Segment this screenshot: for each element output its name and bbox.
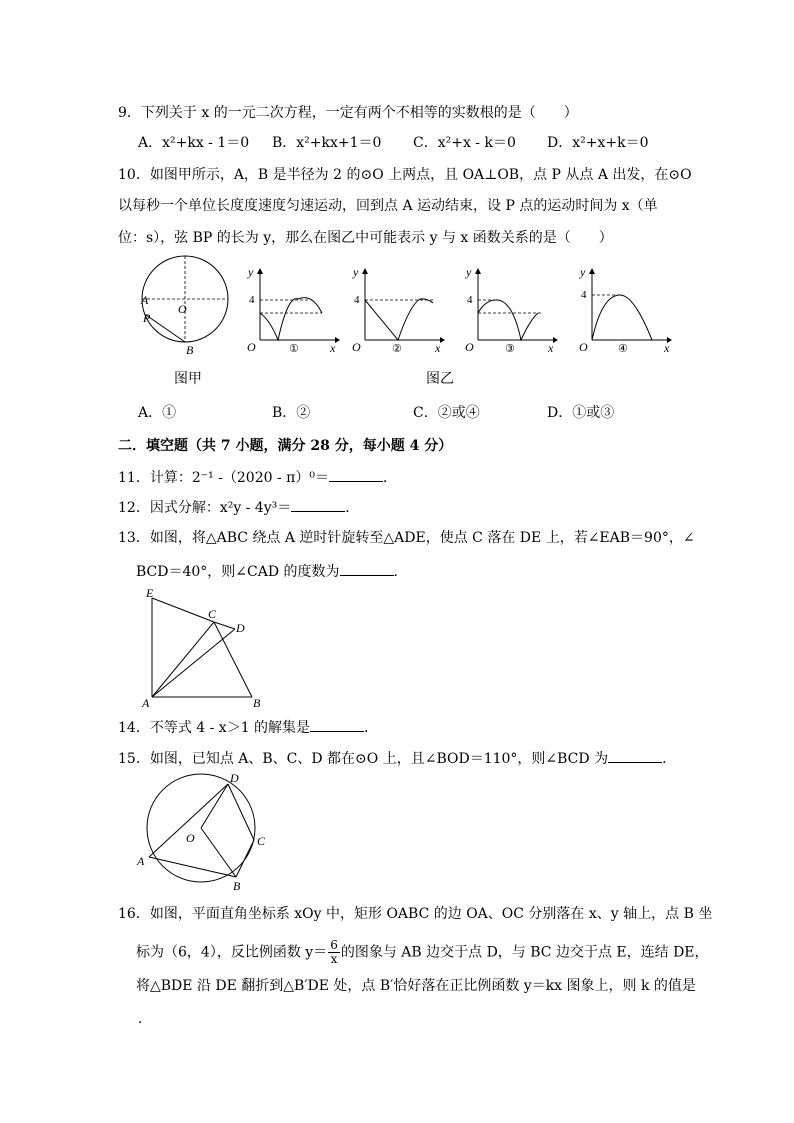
q10-option-c[interactable]: C．②或④	[413, 405, 480, 421]
q16-line2	[136, 939, 709, 966]
q13-label-c: C	[208, 607, 217, 621]
graph4-y: y	[580, 265, 586, 279]
q13-label-a: A	[142, 696, 150, 710]
graph3-y: y	[466, 265, 472, 279]
q9-option-a[interactable]: A．x²+kx - 1＝0	[138, 135, 250, 151]
graph4-x: x	[664, 341, 670, 355]
q10-line1: 10．如图甲所示，A，B 是半径为 2 的⊙O 上两点，且 OA⊥OB，点 P 从点 A 出发，在⊙O	[118, 167, 692, 183]
q15-blank[interactable]	[608, 749, 662, 763]
q13-label-d: D	[236, 621, 245, 635]
section2-title: 二．填空题（共 7 小题，满分 28 分，每小题 4 分）	[118, 438, 453, 454]
graph3-o: O	[465, 340, 474, 354]
q13-blank[interactable]	[340, 562, 394, 576]
graph4-number: ④	[618, 343, 628, 355]
graph2-y: y	[353, 265, 359, 279]
q13-label-e: E	[146, 586, 154, 600]
graph1-y: y	[248, 265, 254, 279]
q10-graph-1[interactable]	[240, 265, 340, 355]
graph4-o: O	[579, 340, 588, 354]
q13-end: ．	[393, 564, 408, 580]
q10-graph-2[interactable]	[345, 265, 445, 355]
q14-blank[interactable]	[310, 718, 364, 732]
q15-end: ．	[662, 751, 677, 767]
graph1-x: x	[330, 341, 336, 355]
q16-line3: 将△BDE 沿 DE 翻折到△B′DE 处，点 B′恰好落在正比例函数 y＝kx 图象上，则 k 的值是	[136, 978, 696, 994]
q15-label-o: O	[186, 831, 195, 845]
q13-line2-text: BCD＝40°，则∠CAD 的度数为	[136, 564, 340, 580]
graph2-four: 4	[354, 294, 360, 306]
q12-text: 12．因式分解：x²y - 4y³＝	[118, 500, 292, 516]
q13-figure	[140, 585, 270, 710]
q16-line2b: 的图象与 AB 边交于点 D，与 BC 边交于点 E，连结 DE，	[340, 944, 709, 961]
q9-option-c[interactable]: C．x²+x - k＝0	[413, 135, 516, 151]
q10-graph-4[interactable]	[572, 265, 672, 355]
q15	[118, 749, 676, 768]
q16-frac-den: x	[330, 952, 338, 966]
q15-text: 15．如图，已知点 A、B、C、D 都在⊙O 上，且∠BOD＝110°，则∠BCD 为	[118, 751, 609, 767]
graph2-o: O	[352, 340, 361, 354]
q15-label-a: A	[137, 854, 145, 868]
q10-figure-jia	[140, 260, 240, 360]
fig-jia-label-o: O	[178, 302, 187, 316]
fig-jia-label-b: B	[186, 343, 194, 357]
q11-blank[interactable]	[329, 468, 383, 482]
q13-line1: 13．如图，将△ABC 绕点 A 逆时针旋转至△ADE，使点 C 落在 DE 上，若∠EAB＝90°，∠	[118, 530, 695, 546]
graph4-four: 4	[581, 289, 587, 301]
fig-jia-label-p: P	[143, 311, 151, 325]
q10-option-d[interactable]: D．①或③	[547, 405, 615, 421]
q15-label-b: B	[233, 879, 241, 893]
q15-figure	[136, 770, 276, 895]
fig-yi-caption: 图乙	[426, 371, 454, 387]
q10-option-b[interactable]: B．②	[272, 405, 311, 421]
graph3-four: 4	[467, 294, 473, 306]
graph2-number: ②	[392, 343, 402, 355]
graph3-x: x	[548, 341, 554, 355]
q14-end: ．	[364, 720, 379, 736]
q16-line4: ．	[138, 1011, 152, 1027]
q13-label-b: B	[253, 696, 261, 710]
graph1-number: ①	[289, 343, 299, 355]
graph3-number: ③	[505, 343, 515, 355]
fig-jia-label-a: A	[141, 293, 149, 307]
graph1-four: 4	[249, 294, 255, 306]
q10-graph-3[interactable]	[458, 265, 558, 355]
q12-end: ．	[345, 500, 360, 516]
q15-label-d: D	[230, 771, 239, 785]
q10-line3: 位：s），弦 BP 的长为 y，那么在图乙中可能表示 y 与 x 函数关系的是（ ）	[118, 230, 613, 246]
q16-line2a: 标为（6，4），反比例函数 y＝	[136, 944, 328, 961]
q9-option-d[interactable]: D．x²+x+k＝0	[547, 135, 649, 151]
q16-frac-num: 6	[330, 938, 338, 952]
q9-stem: 9．下列关于 x 的一元二次方程，一定有两个不相等的实数根的是（ ）	[118, 105, 578, 121]
q14-text: 14．不等式 4 - x＞1 的解集是	[118, 720, 311, 736]
q11	[118, 468, 397, 487]
q12	[118, 498, 359, 517]
q14	[118, 718, 378, 737]
q12-blank[interactable]	[291, 498, 345, 512]
q11-end: ．	[382, 470, 397, 486]
fig-jia-caption: 图甲	[174, 371, 202, 387]
graph2-x: x	[435, 341, 441, 355]
graph1-o: O	[247, 340, 256, 354]
q16-fraction	[328, 939, 340, 966]
q16-line1: 16．如图，平面直角坐标系 xOy 中，矩形 OABC 的边 OA、OC 分别落在 x、y 轴上，点 B 坐	[118, 906, 713, 922]
q11-text: 11．计算：2⁻¹ -（2020 - π）⁰＝	[118, 470, 329, 486]
q9-option-b[interactable]: B．x²+kx+1＝0	[272, 135, 382, 151]
q15-label-c: C	[257, 834, 266, 848]
q13-line2	[136, 562, 408, 581]
q10-line2: 以每秒一个单位长度度速度匀速运动，回到点 A 运动结束，设 P 点的运动时间为 x（单	[118, 198, 658, 214]
q10-option-a[interactable]: A．①	[138, 405, 177, 421]
